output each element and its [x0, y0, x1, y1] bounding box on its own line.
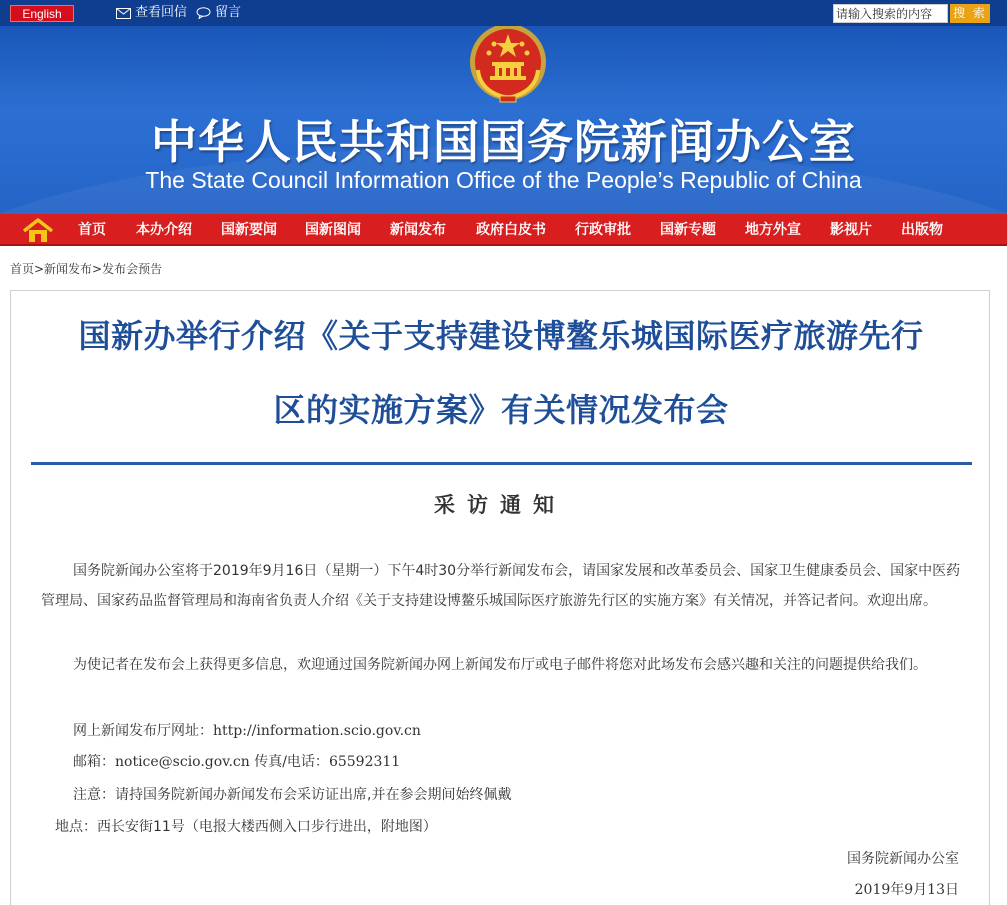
nav-item-white-papers[interactable]: 政府白皮书: [476, 222, 546, 238]
site-title-english: The State Council Information Office of the People’s Republic of China: [145, 167, 862, 193]
press-hall-url-link[interactable]: http://information.scio.gov.cn: [213, 723, 421, 739]
national-emblem-icon: [464, 26, 552, 108]
notice-paragraph-1: 国务院新闻办公室将于2019年9月16日（星期一）下午4时30分举行新闻发布会，请国家发展和改革委员会、国家卫生健康委员会、国家中医药管理局、国家药品监督管理局和海南省负责人介绍《关于支持建设博鳌乐城国际医疗旅游先行区的实施方案》有关情况，并答记者问。欢迎出席。: [41, 563, 961, 609]
email-label: 邮箱：: [73, 754, 115, 770]
email-link[interactable]: notice@scio.gov.cn: [115, 754, 250, 770]
chat-bubble-icon: [196, 7, 211, 19]
nav-item-videos[interactable]: 影视片: [830, 222, 872, 238]
article-container: [10, 290, 990, 905]
phone-value: 65592311: [328, 754, 401, 770]
venue-address: 地点：西长安街11号（电报大楼西侧入口步行进出，附地图）: [55, 819, 437, 835]
headline-divider: [31, 462, 972, 465]
nav-item-topics[interactable]: 国新专题: [660, 222, 716, 238]
view-replies-link[interactable]: [116, 4, 187, 22]
press-hall-url-line: [73, 716, 421, 746]
nav-item-admin-approval[interactable]: 行政审批: [575, 222, 631, 238]
site-title-chinese: 中华人民共和国国务院新闻办公室: [151, 115, 856, 169]
attendance-note: 注意：请持国务院新闻办新闻发布会采访证出席,并在参会期间始终佩戴: [73, 787, 512, 803]
headline-line-2: 区的实施方案》有关情况发布会: [273, 391, 729, 429]
english-version-button[interactable]: English: [10, 5, 74, 22]
signature-organization: 国务院新闻办公室: [847, 851, 959, 867]
nav-item-news[interactable]: 国新要闻: [221, 222, 277, 238]
leave-message-link[interactable]: [196, 4, 241, 22]
notice-title: 采访通知: [434, 492, 566, 517]
leave-message-label: 留言: [215, 5, 242, 20]
nav-item-home[interactable]: 首页: [78, 222, 106, 238]
breadcrumb[interactable]: 首页>新闻发布>发布会预告: [10, 262, 163, 276]
envelope-icon: [116, 8, 131, 19]
view-replies-label: 查看回信: [135, 5, 188, 20]
notice-paragraph-2: 为使记者在发布会上获得更多信息，欢迎通过国务院新闻办网上新闻发布厅或电子邮件将您对此场发布会感兴趣和关注的问题提供给我们。: [73, 657, 927, 673]
contact-line: [73, 747, 400, 777]
article-headline: [21, 299, 981, 447]
signature-date: 2019年9月13日: [854, 882, 959, 898]
search-button[interactable]: 搜 索: [950, 4, 990, 23]
phone-label: 传真/电话：: [249, 754, 329, 770]
headline-line-1: 国新办举行介绍《关于支持建设博鳌乐城国际医疗旅游先行: [78, 317, 924, 355]
home-icon[interactable]: [22, 218, 54, 244]
site-header-banner: [0, 26, 1007, 214]
top-utility-bar: [0, 0, 1007, 26]
press-hall-url-label: 网上新闻发布厅网址：: [73, 723, 213, 739]
search-input[interactable]: [833, 4, 948, 23]
nav-item-publications[interactable]: 出版物: [901, 222, 943, 238]
nav-item-about[interactable]: 本办介绍: [136, 222, 192, 238]
nav-item-local-publicity[interactable]: 地方外宣: [745, 222, 801, 238]
main-navigation: [0, 214, 1007, 246]
nav-item-press-release[interactable]: 新闻发布: [390, 222, 446, 238]
nav-item-photo-news[interactable]: 国新图闻: [305, 222, 361, 238]
